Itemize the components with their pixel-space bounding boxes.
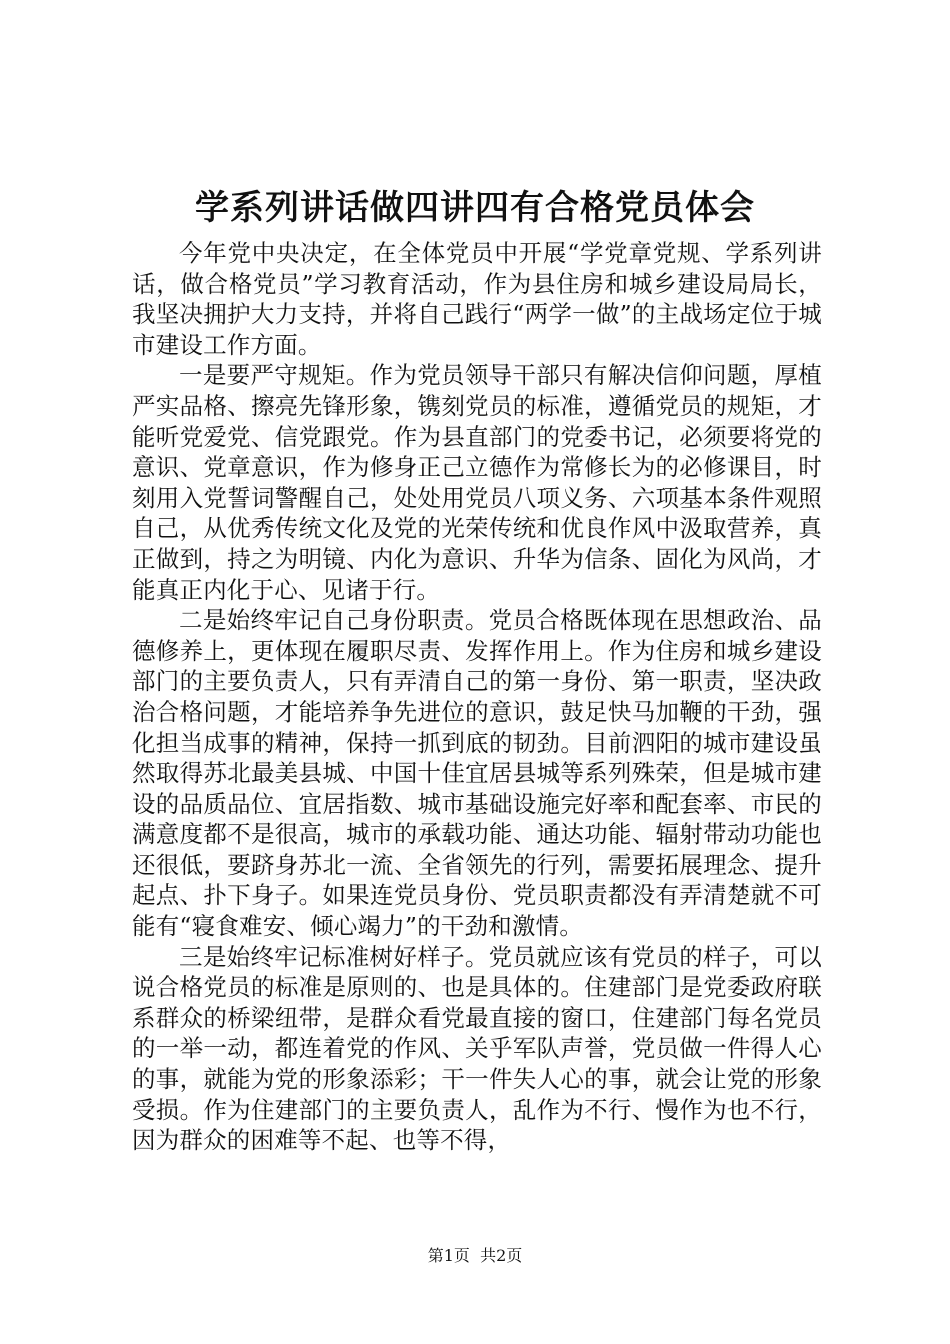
page-number: 第1页 <box>427 1246 470 1265</box>
paragraph-point-three: 三是始终牢记标准树好样子。党员就应该有党员的样子，可以说合格党员的标准是原则的、也是具体的。住建部门是党委政府联系群众的桥梁纽带，是群众看党最直接的窗口，住建部门每名党员的一举一动，都连着党的作风、关乎军队声誉，党员做一件得人心的事，就能为党的形象添彩；干一件失人心的事，就会让党的形象受损。作为住建部门的主要负责人，乱作为不行、慢作为也不行，因为群众的困难等不起、也等不得， <box>132 942 822 1155</box>
document-title: 学系列讲话做四讲四有合格党员体会 <box>195 188 755 228</box>
paragraph-point-one: 一是要严守规矩。作为党员领导干部只有解决信仰问题，厚植严实品格、擦亮先锋形象，镌刻党员的标准，遵循党员的规矩，才能听党爱党、信党跟党。作为县直部门的党委书记，必须要将党的意识、党章意识，作为修身正己立德作为常修长为的必修课目，时刻用入党誓词警醒自己，处处用党员八项义务、六项基本条件观照自己，从优秀传统文化及党的光荣传统和优良作风中汲取营养，真正做到，持之为明镜、内化为意识、升华为信条、固化为风尚，才能真正内化于心、见诸于行。 <box>132 361 822 604</box>
paragraph-point-two: 二是始终牢记自己身份职责。党员合格既体现在思想政治、品德修养上，更体现在履职尽责、发挥作用上。作为住房和城乡建设部门的主要负责人，只有弄清自己的第一身份、第一职责，坚决政治合格问题，才能培养争先进位的意识，鼓足快马加鞭的干劲，强化担当成事的精神，保持一抓到底的韧劲。目前泗阳的城市建设虽然取得苏北最美县城、中国十佳宜居县城等系列殊荣，但是城市建设的品质品位、宜居指数、城市基础设施完好率和配套率、市民的满意度都不是很高，城市的承载功能、通达功能、辐射带动功能也还很低，要跻身苏北一流、全省领先的行列，需要拓展理念、提升起点、扑下身子。如果连党员身份、党员职责都没有弄清楚就不可能有“寝食难安、倾心竭力”的干劲和激情。 <box>132 606 822 941</box>
document-body <box>132 238 822 1156</box>
page-footer <box>0 1244 950 1268</box>
page-total: 共2页 <box>480 1246 523 1265</box>
paragraph-intro: 今年党中央决定，在全体党员中开展“学党章党规、学系列讲话，做合格党员”学习教育活动，作为县住房和城乡建设局局长，我坚决拥护大力支持，并将自己践行“两学一做”的主战场定位于城市建设工作方面。 <box>132 239 822 359</box>
